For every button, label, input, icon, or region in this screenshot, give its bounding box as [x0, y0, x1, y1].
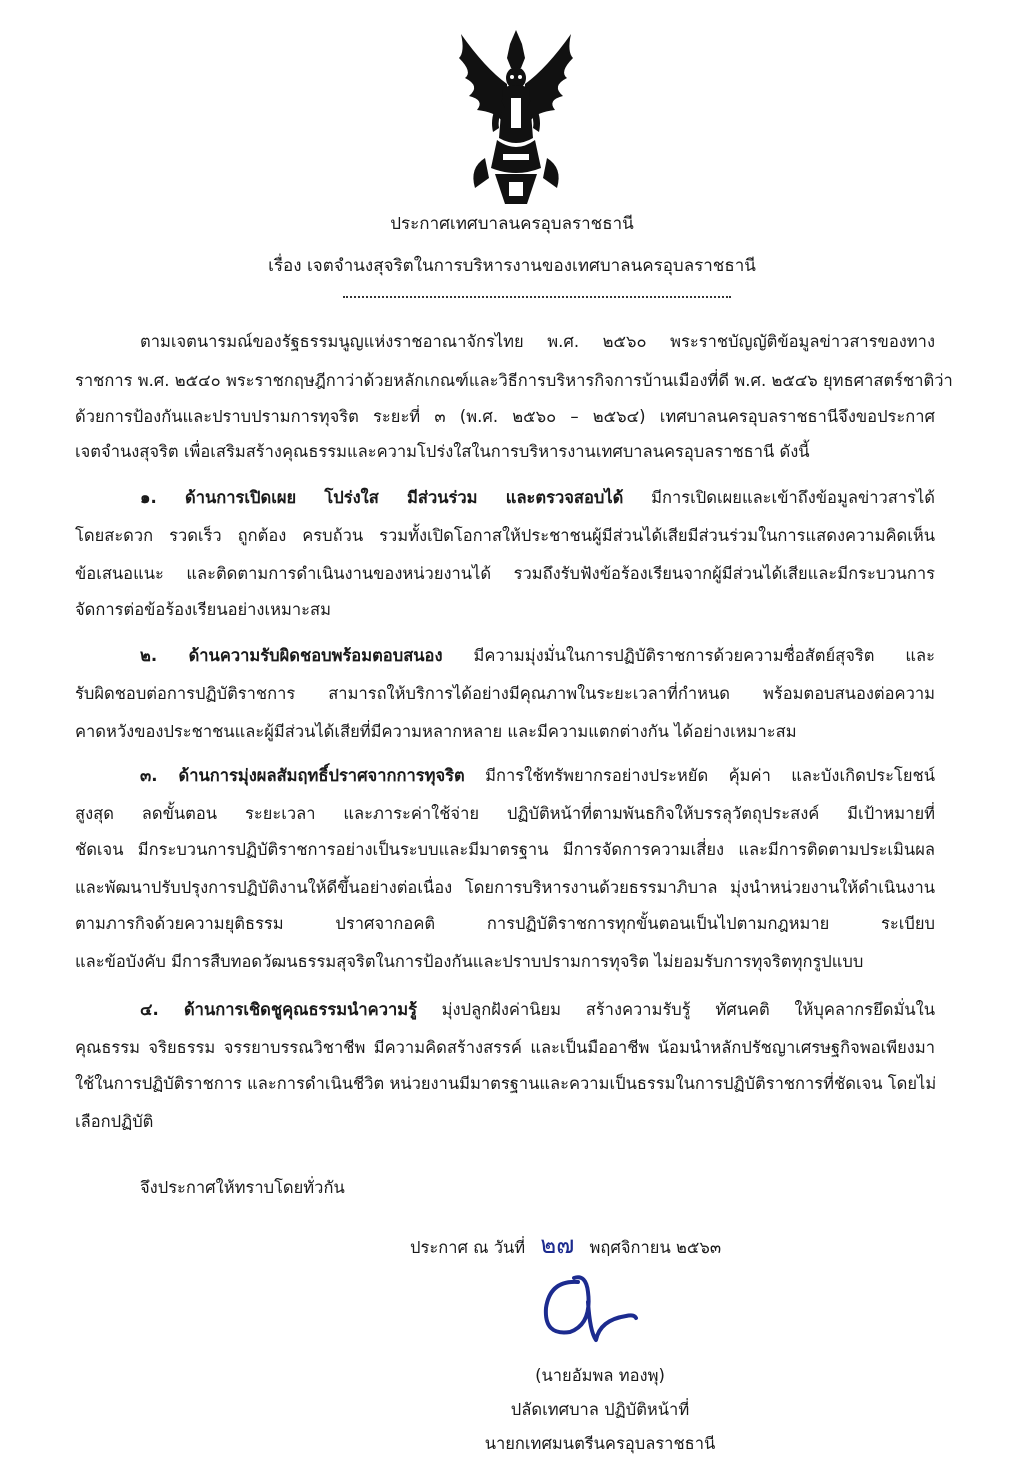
- section-2-heading: ๒. ด้านความรับผิดชอบพร้อมตอบสนอง: [140, 646, 443, 665]
- section-1-text: มีการเปิดเผยและเข้าถึงข้อมูลข่าวสารได้: [623, 488, 935, 507]
- section-1-line: ข้อเสนอแนะ และติดตามการดำเนินงานของหน่วยงานได้ รวมถึงรับฟังข้อร้องเรียนจากผู้มีส่วนได้เสียและมีกระบวนการ: [75, 564, 935, 583]
- garuda-emblem-icon: [455, 28, 577, 206]
- signatory-name: (นายอัมพล ทองพุ): [535, 1366, 665, 1385]
- section-1-heading: ๑. ด้านการเปิดเผย โปร่งใส มีส่วนร่วม และตรวจสอบได้: [140, 488, 624, 507]
- section-4-first-line: [140, 998, 935, 1022]
- intro-line: ด้วยการป้องกันและปราบปรามการทุจริต ระยะที่ ๓ (พ.ศ. ๒๕๖๐ – ๒๕๖๔) เทศบาลนครอุบลราชธานีจึงขอประกาศ: [75, 407, 935, 426]
- date-prefix: ประกาศ ณ วันที่: [410, 1238, 526, 1257]
- section-3-line: ชัดเจน มีกระบวนการปฏิบัติราชการอย่างเป็นระบบและมีมาตรฐาน มีการจัดการความเสี่ยง และมีการติดตามประเมินผล: [75, 840, 935, 859]
- document-title: ประกาศเทศบาลนครอุบลราชธานี: [390, 214, 634, 234]
- section-2-text: มีความมุ่งมั่นในการปฏิบัติราชการด้วยความซื่อสัตย์สุจริต และ: [442, 646, 935, 665]
- announcement-date: [410, 1232, 721, 1261]
- date-day: ๒๗: [540, 1231, 575, 1259]
- closing-statement: จึงประกาศให้ทราบโดยทั่วกัน: [140, 1178, 345, 1197]
- document-subject: เรื่อง เจตจำนงสุจริตในการบริหารงานของเทศบาลนครอุบลราชธานี: [268, 256, 756, 276]
- section-3-line: ตามภารกิจด้วยความยุติธรรม ปราศจากอคติ การปฏิบัติราชการทุกขั้นตอนเป็นไปตามกฎหมาย ระเบียบ: [75, 914, 935, 933]
- section-4-line: เลือกปฏิบัติ: [75, 1112, 154, 1131]
- section-4-heading: ๔. ด้านการเชิดชูคุณธรรมนำความรู้: [140, 1000, 417, 1019]
- intro-line: ตามเจตนารมณ์ของรัฐธรรมนูญแห่งราชอาณาจักรไทย พ.ศ. ๒๕๖๐ พระราชบัญญัติข้อมูลข่าวสารของทาง: [140, 332, 935, 351]
- section-4-line: ใช้ในการปฏิบัติราชการ และการดำเนินชีวิต หน่วยงานมีมาตรฐานและความเป็นธรรมในการปฏิบัติราชการที่ชัดเจน โดยไม่: [75, 1074, 937, 1093]
- section-3-line: สูงสุด ลดขั้นตอน ระยะเวลา และภาระค่าใช้จ่าย ปฏิบัติหน้าที่ตามพันธกิจให้บรรลุวัตถุประสงค์ มีเป้าหมายที่: [75, 804, 935, 823]
- divider: [343, 296, 731, 298]
- intro-line: เจตจำนงสุจริต เพื่อเสริมสร้างคุณธรรมและความโปร่งใสในการบริหารงานเทศบาลนครอุบลราชธานี ดังนี้: [75, 442, 810, 461]
- signature-icon: [530, 1262, 640, 1352]
- section-3-heading: ๓. ด้านการมุ่งผลสัมฤทธิ์ปราศจากการทุจริต: [140, 766, 465, 785]
- section-3-text: มีการใช้ทรัพยากรอย่างประหยัด คุ้มค่า และบังเกิดประโยชน์: [464, 766, 935, 785]
- section-1-line: โดยสะดวก รวดเร็ว ถูกต้อง ครบถ้วน รวมทั้งเปิดโอกาสให้ประชาชนผู้มีส่วนได้เสียมีส่วนร่วมในการแสดงความคิดเห็น: [75, 526, 935, 545]
- signatory-role: นายกเทศมนตรีนครอุบลราชธานี: [484, 1434, 716, 1453]
- signatory-position: ปลัดเทศบาล ปฏิบัติหน้าที่: [510, 1400, 690, 1419]
- section-1-line: จัดการต่อข้อร้องเรียนอย่างเหมาะสม: [75, 600, 331, 619]
- section-2-line: คาดหวังของประชาชนและผู้มีส่วนได้เสียที่มีความหลากหลาย และมีความแตกต่างกัน ได้อย่างเหมาะสม: [75, 722, 797, 741]
- section-1-first-line: [140, 486, 935, 510]
- section-4-text: มุ่งปลูกฝังค่านิยม สร้างความรับรู้ ทัศนคติ ให้บุคลากรยึดมั่นใน: [416, 1000, 935, 1019]
- intro-line: ราชการ พ.ศ. ๒๕๔๐ พระราชกฤษฎีกาว่าด้วยหลักเกณฑ์และวิธีการบริหารกิจการบ้านเมืองที่ดี พ.ศ. ๒๕๔๖ ยุทธศาสตร์ชาติว่า: [75, 371, 953, 390]
- section-2-line: รับผิดชอบต่อการปฏิบัติราชการ สามารถให้บริการได้อย่างมีคุณภาพในระยะเวลาที่กำหนด พร้อมตอบสนองต่อความ: [75, 684, 935, 703]
- section-2-first-line: [140, 644, 935, 668]
- section-3-first-line: [140, 764, 935, 788]
- section-4-line: คุณธรรม จริยธรรม จรรยาบรรณวิชาชีพ มีความคิดสร้างสรรค์ และเป็นมืออาชีพ น้อมนำหลักปรัชญาเศรษฐกิจพอเพียงมา: [75, 1038, 935, 1057]
- section-3-line: และข้อบังคับ มีการสืบทอดวัฒนธรรมสุจริตในการป้องกันและปราบปรามการทุจริต ไม่ยอมรับการทุจริตทุกรูปแบบ: [75, 952, 864, 971]
- section-3-line: และพัฒนาปรับปรุงการปฏิบัติงานให้ดีขึ้นอย่างต่อเนื่อง โดยการบริหารงานด้วยธรรมาภิบาล มุ่งนำหน่วยงานให้ดำเนินงาน: [75, 878, 935, 897]
- date-month-year: พฤศจิกายน ๒๕๖๓: [589, 1238, 722, 1257]
